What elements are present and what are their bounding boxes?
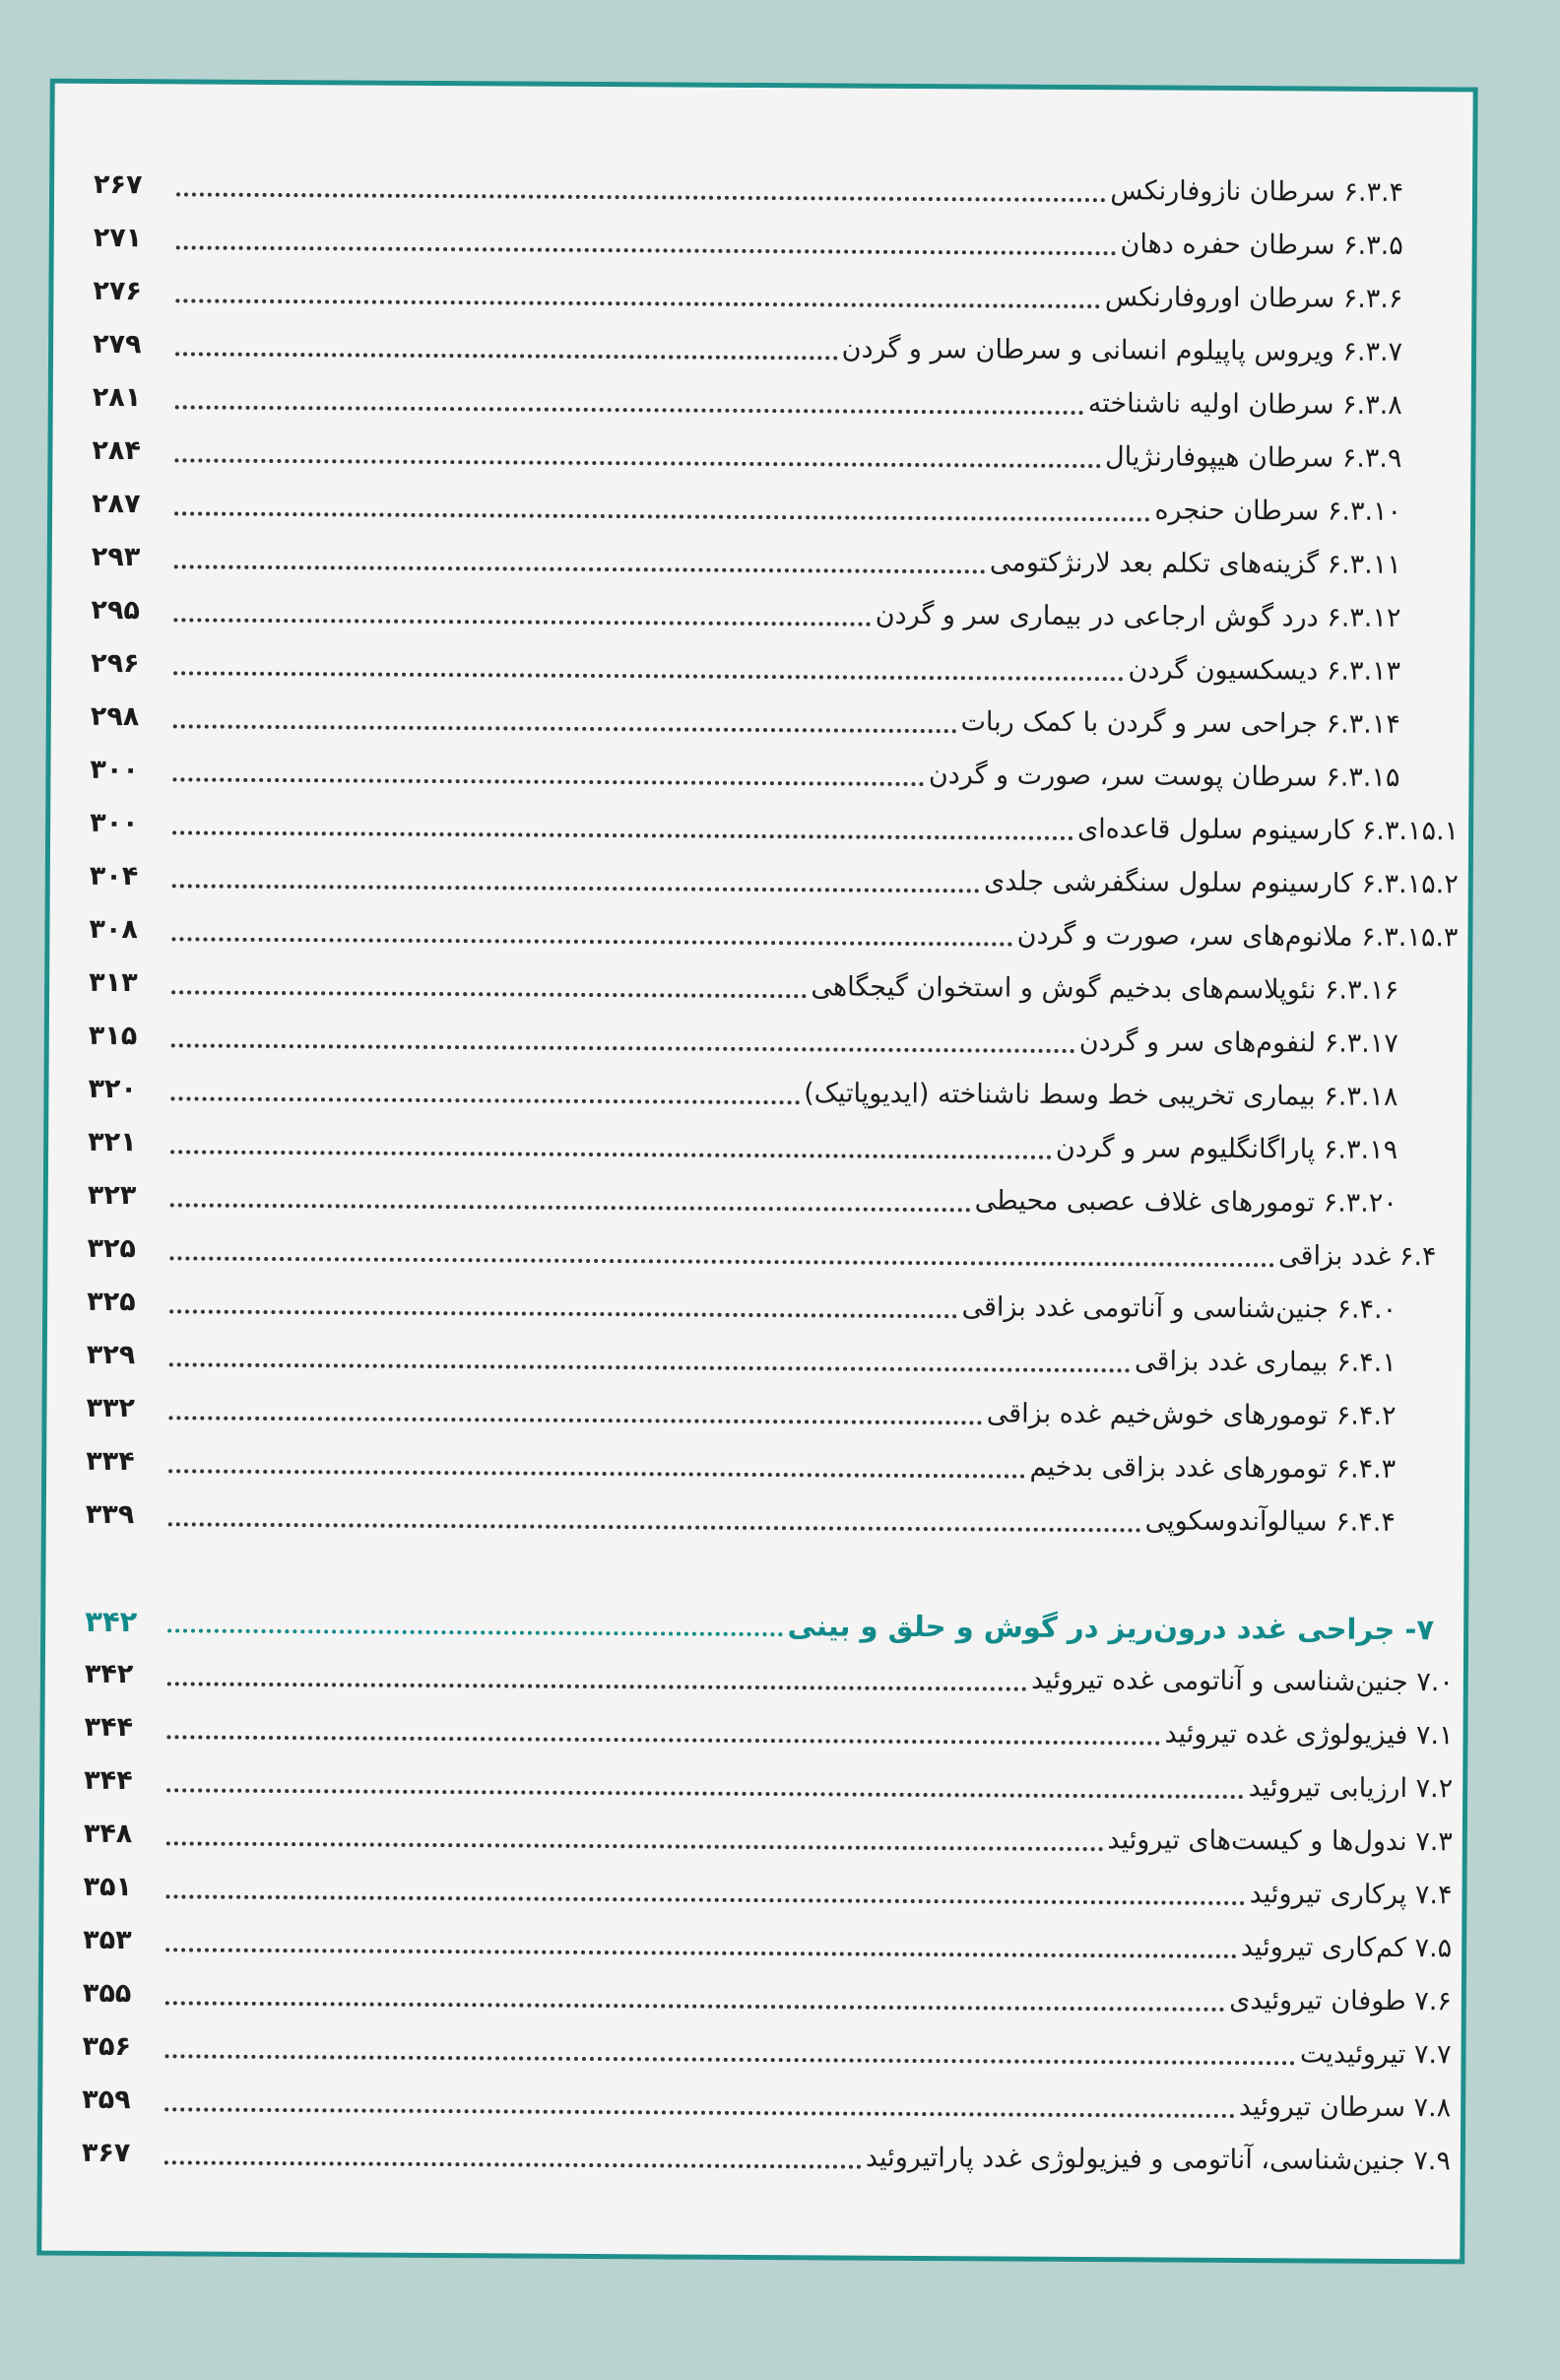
dot-leader: [171, 990, 807, 998]
toc-page-number: ۳۱۳: [89, 966, 138, 999]
toc-entry-title: ۷.۹ جنین‌شناسی، آناتومی و فیزیولوژی غدد پاراتیروئید: [865, 2142, 1451, 2177]
toc-page-number: ۳۲۵: [87, 1286, 136, 1318]
toc-entry-title: ۷.۷ تیروئیدیت: [1299, 2038, 1452, 2071]
toc-entry: [83, 1971, 1452, 2024]
toc-entry: [89, 907, 1458, 960]
toc-page-number: ۳۲۹: [86, 1339, 136, 1371]
toc-page-number: ۳۵۳: [83, 1924, 132, 1956]
toc-entry: [90, 748, 1399, 801]
toc-entry: [94, 216, 1403, 269]
toc-entry: [91, 641, 1400, 694]
toc-entry: [82, 2131, 1451, 2184]
dot-leader: [167, 1682, 1027, 1690]
toc-entry-title: ۷.۶ طوفان تیروئیدی: [1229, 1984, 1452, 2017]
toc-entry: [94, 163, 1403, 216]
toc-entry-title: ۶.۳.۱۵ سرطان پوست سر، صورت و گردن: [928, 760, 1400, 793]
toc-page-number: ۲۷۹: [93, 328, 142, 361]
toc-page-number: ۳۳۴: [86, 1445, 135, 1478]
toc-page-number: ۲۹۵: [91, 594, 141, 627]
dot-leader: [173, 724, 957, 733]
dot-leader: [172, 777, 924, 786]
toc-page-number: ۲۹۸: [90, 700, 140, 733]
dot-leader: [171, 1043, 1075, 1053]
dot-leader: [171, 937, 1012, 946]
toc-entry-title: ۶.۴.۴ سیالوآندوسکوپی: [1144, 1505, 1396, 1538]
toc-entry-title: ۷.۰ جنین‌شناسی و آناتومی غده تیروئید: [1030, 1664, 1454, 1698]
toc-page-number: ۳۴۴: [84, 1711, 134, 1744]
toc-entry: [82, 2024, 1451, 2078]
dot-leader: [165, 1948, 1237, 1958]
toc-entry-title: ۶.۳.۱۰ سرطان حنجره: [1154, 495, 1402, 527]
dot-leader: [165, 1894, 1245, 1905]
toc-entry: [87, 1226, 1436, 1280]
toc-entry: [83, 1865, 1452, 1918]
toc-page-number: ۳۲۰: [88, 1073, 138, 1105]
toc-entry: [92, 535, 1401, 588]
dot-leader: [172, 884, 980, 892]
toc-page-number: ۲۷۶: [93, 275, 142, 307]
dot-leader: [176, 245, 1117, 255]
toc-entry: [86, 1386, 1396, 1439]
dot-leader: [174, 511, 1150, 521]
dot-leader: [172, 830, 1073, 840]
toc-entry: [84, 1705, 1453, 1758]
toc-entry: [91, 694, 1400, 748]
dot-leader: [168, 1469, 1025, 1478]
toc-page-number: ۳۰۴: [89, 860, 139, 892]
toc-entry: [90, 801, 1459, 854]
toc-entry: [91, 588, 1400, 641]
toc-entry-title: ۶.۴.۲ تومورهای خوش‌خیم غده بزاقی: [986, 1398, 1397, 1431]
toc-page-number: ۳۵۱: [83, 1871, 133, 1903]
toc-entry-title: ۶.۳.۲۰ تومورهای غلاف عصبی محیطی: [974, 1185, 1398, 1219]
toc-page-number: ۲۸۱: [92, 381, 142, 414]
toc-entry-title: ۷.۳ ندول‌ها و کیست‌های تیروئید: [1107, 1824, 1453, 1858]
toc-page-number: ۳۱۵: [88, 1020, 138, 1052]
toc-entry: [93, 269, 1402, 322]
toc-entry: [86, 1439, 1396, 1492]
toc-page-number: ۲۹۳: [91, 541, 141, 573]
toc-page-number: ۲۸۷: [92, 488, 141, 520]
toc-entry-title: ۶.۳.۱۷ لنفوم‌های سر و گردن: [1078, 1025, 1398, 1059]
dot-leader: [166, 1841, 1104, 1851]
toc-entry: [88, 1120, 1398, 1173]
toc-entry: [82, 2078, 1451, 2131]
toc-entry-title: ۷.۲ ارزیابی تیروئید: [1248, 1772, 1454, 1805]
dot-leader: [174, 458, 1101, 468]
dot-leader: [167, 1628, 783, 1636]
toc-entry-title: ۶.۳.۶ سرطان اوروفارنکس: [1104, 282, 1403, 314]
toc-entry-title: ۶.۳.۴ سرطان نازوفارنکس: [1110, 175, 1404, 208]
toc-page-number: ۳۴۲: [85, 1604, 138, 1639]
toc-entry-title: ۷.۱ فیزیولوژی غده تیروئید: [1164, 1718, 1454, 1752]
toc-page-number: ۳۶۷: [81, 2137, 131, 2169]
toc-page-number: ۳۰۰: [90, 807, 139, 839]
toc-entry: [92, 482, 1401, 535]
toc-page-number: ۳۵۹: [82, 2083, 131, 2116]
toc-entry: [84, 1758, 1453, 1812]
toc-page-number: ۲۹۶: [91, 647, 140, 680]
toc-page-number: ۳۳۹: [85, 1498, 135, 1531]
toc-entry: [86, 1492, 1396, 1546]
dot-leader: [168, 1416, 982, 1424]
dot-leader: [170, 1203, 971, 1212]
toc-page-number: ۲۷۱: [93, 222, 143, 254]
toc-entry-title: ۷- جراحی غدد درون‌ریز در گوش و حلق و بینی: [787, 1609, 1435, 1647]
toc-entry: [93, 375, 1402, 429]
toc-page-number: ۳۵۶: [82, 2030, 132, 2063]
chapter-heading-row: [85, 1599, 1434, 1652]
toc-entry-title: ۶.۳.۱۶ نئوپلاسم‌های بدخیم گوش و استخوان گیجگاهی: [811, 971, 1399, 1006]
dot-leader: [169, 1256, 1274, 1267]
dot-leader: [170, 1150, 1052, 1158]
toc-page-number: ۳۴۸: [83, 1818, 133, 1850]
toc-entry-title: ۶.۳.۱۲ درد گوش ارجاعی در بیماری سر و گردن: [875, 599, 1401, 633]
dot-leader: [164, 2160, 862, 2168]
dot-leader: [169, 1309, 957, 1318]
toc-page-number: ۲۸۴: [92, 434, 142, 467]
toc-page-number: ۳۳۲: [86, 1392, 136, 1424]
dot-leader: [176, 192, 1106, 202]
dot-leader: [175, 405, 1084, 415]
dot-leader: [165, 2001, 1225, 2012]
dot-leader: [166, 1788, 1244, 1799]
toc-entry: [87, 1333, 1397, 1386]
toc-entry-title: ۶.۳.۵ سرطان حفره دهان: [1120, 229, 1403, 261]
toc-entry-title: ۶.۳.۷ ویروس پاپیلوم انسانی و سرطان سر و گردن: [841, 333, 1403, 367]
toc-entry-title: ۷.۸ سرطان تیروئید: [1238, 2091, 1452, 2124]
toc-page-number: ۳۰۰: [90, 754, 140, 786]
toc-entry-title: ۶.۴.۰ جنین‌شناسی و آناتومی غدد بزاقی: [961, 1291, 1398, 1325]
dot-leader: [164, 2107, 1235, 2118]
toc-page-number: ۳۲۳: [87, 1179, 137, 1212]
toc-entry-title: ۶.۳.۱۳ دیسکسیون گردن: [1128, 654, 1401, 687]
toc-page-number: ۳۴۴: [84, 1764, 133, 1797]
table-of-contents: [81, 133, 1460, 2177]
toc-entry: [92, 429, 1401, 482]
toc-entry-title: ۷.۴ پرکاری تیروئید: [1249, 1879, 1453, 1911]
toc-entry-title: ۶.۳.۱۹ پاراگانگلیوم سر و گردن: [1055, 1132, 1398, 1165]
toc-entry-title: ۶.۴.۳ تومورهای غدد بزاقی بدخیم: [1029, 1451, 1397, 1485]
toc-entry-title: ۶.۳.۱۵.۱ کارسینوم سلول قاعده‌ای: [1076, 813, 1460, 847]
toc-entry: [85, 1652, 1454, 1705]
toc-entry: [84, 1812, 1453, 1865]
toc-entry: [93, 322, 1402, 375]
toc-entry-title: ۶.۴ غدد بزاقی: [1277, 1240, 1437, 1273]
dot-leader: [164, 2054, 1295, 2065]
toc-entry-title: ۷.۵ کم‌کاری تیروئید: [1240, 1932, 1453, 1964]
toc-entry-title: ۶.۳.۱۱ گزینه‌های تکلم بعد لارنژکتومی: [989, 547, 1401, 580]
dot-leader: [173, 618, 871, 626]
toc-entry: [88, 1067, 1398, 1120]
toc-page-number: ۳۴۲: [84, 1658, 134, 1690]
dot-leader: [168, 1522, 1141, 1532]
toc-entry: [88, 1173, 1398, 1226]
toc-entry-title: ۶.۳.۱۸ بیماری تخریبی خط وسط ناشناخته (ایدیوپاتیک): [804, 1078, 1398, 1112]
toc-entry: [90, 854, 1459, 907]
toc-entry-title: ۶.۴.۱ بیماری غدد بزاقی: [1135, 1346, 1397, 1378]
toc-entry-title: ۶.۳.۹ سرطان هیپوفارنژیال: [1105, 441, 1402, 474]
toc-entry-title: ۶.۳.۸ سرطان اولیه ناشناخته: [1087, 388, 1402, 421]
dot-leader: [166, 1735, 1160, 1745]
toc-page-number: ۳۲۱: [88, 1126, 137, 1158]
toc-entry-title: ۶.۳.۱۴ جراحی سر و گردن با کمک ربات: [960, 706, 1400, 740]
dot-leader: [173, 671, 1124, 681]
dot-leader: [175, 298, 1100, 308]
toc-page-number: ۳۰۸: [89, 913, 139, 946]
toc-page: [36, 79, 1477, 2265]
toc-entry-title: ۶.۳.۱۵.۳ ملانوم‌های سر، صورت و گردن: [1016, 919, 1459, 954]
dot-leader: [175, 352, 838, 360]
dot-leader: [170, 1096, 800, 1104]
dot-leader: [169, 1362, 1131, 1372]
toc-entry: [83, 1918, 1452, 1971]
toc-page-number: ۳۲۵: [87, 1232, 137, 1265]
toc-page-number: ۲۶۷: [94, 168, 143, 201]
toc-entry: [89, 1014, 1398, 1067]
toc-entry: [87, 1280, 1397, 1333]
dot-leader: [174, 564, 986, 573]
toc-entry-title: ۶.۳.۱۵.۲ کارسینوم سلول سنگفرشی جلدی: [983, 866, 1459, 900]
toc-page-number: ۳۵۵: [82, 1977, 132, 2010]
toc-entry: [89, 960, 1398, 1014]
